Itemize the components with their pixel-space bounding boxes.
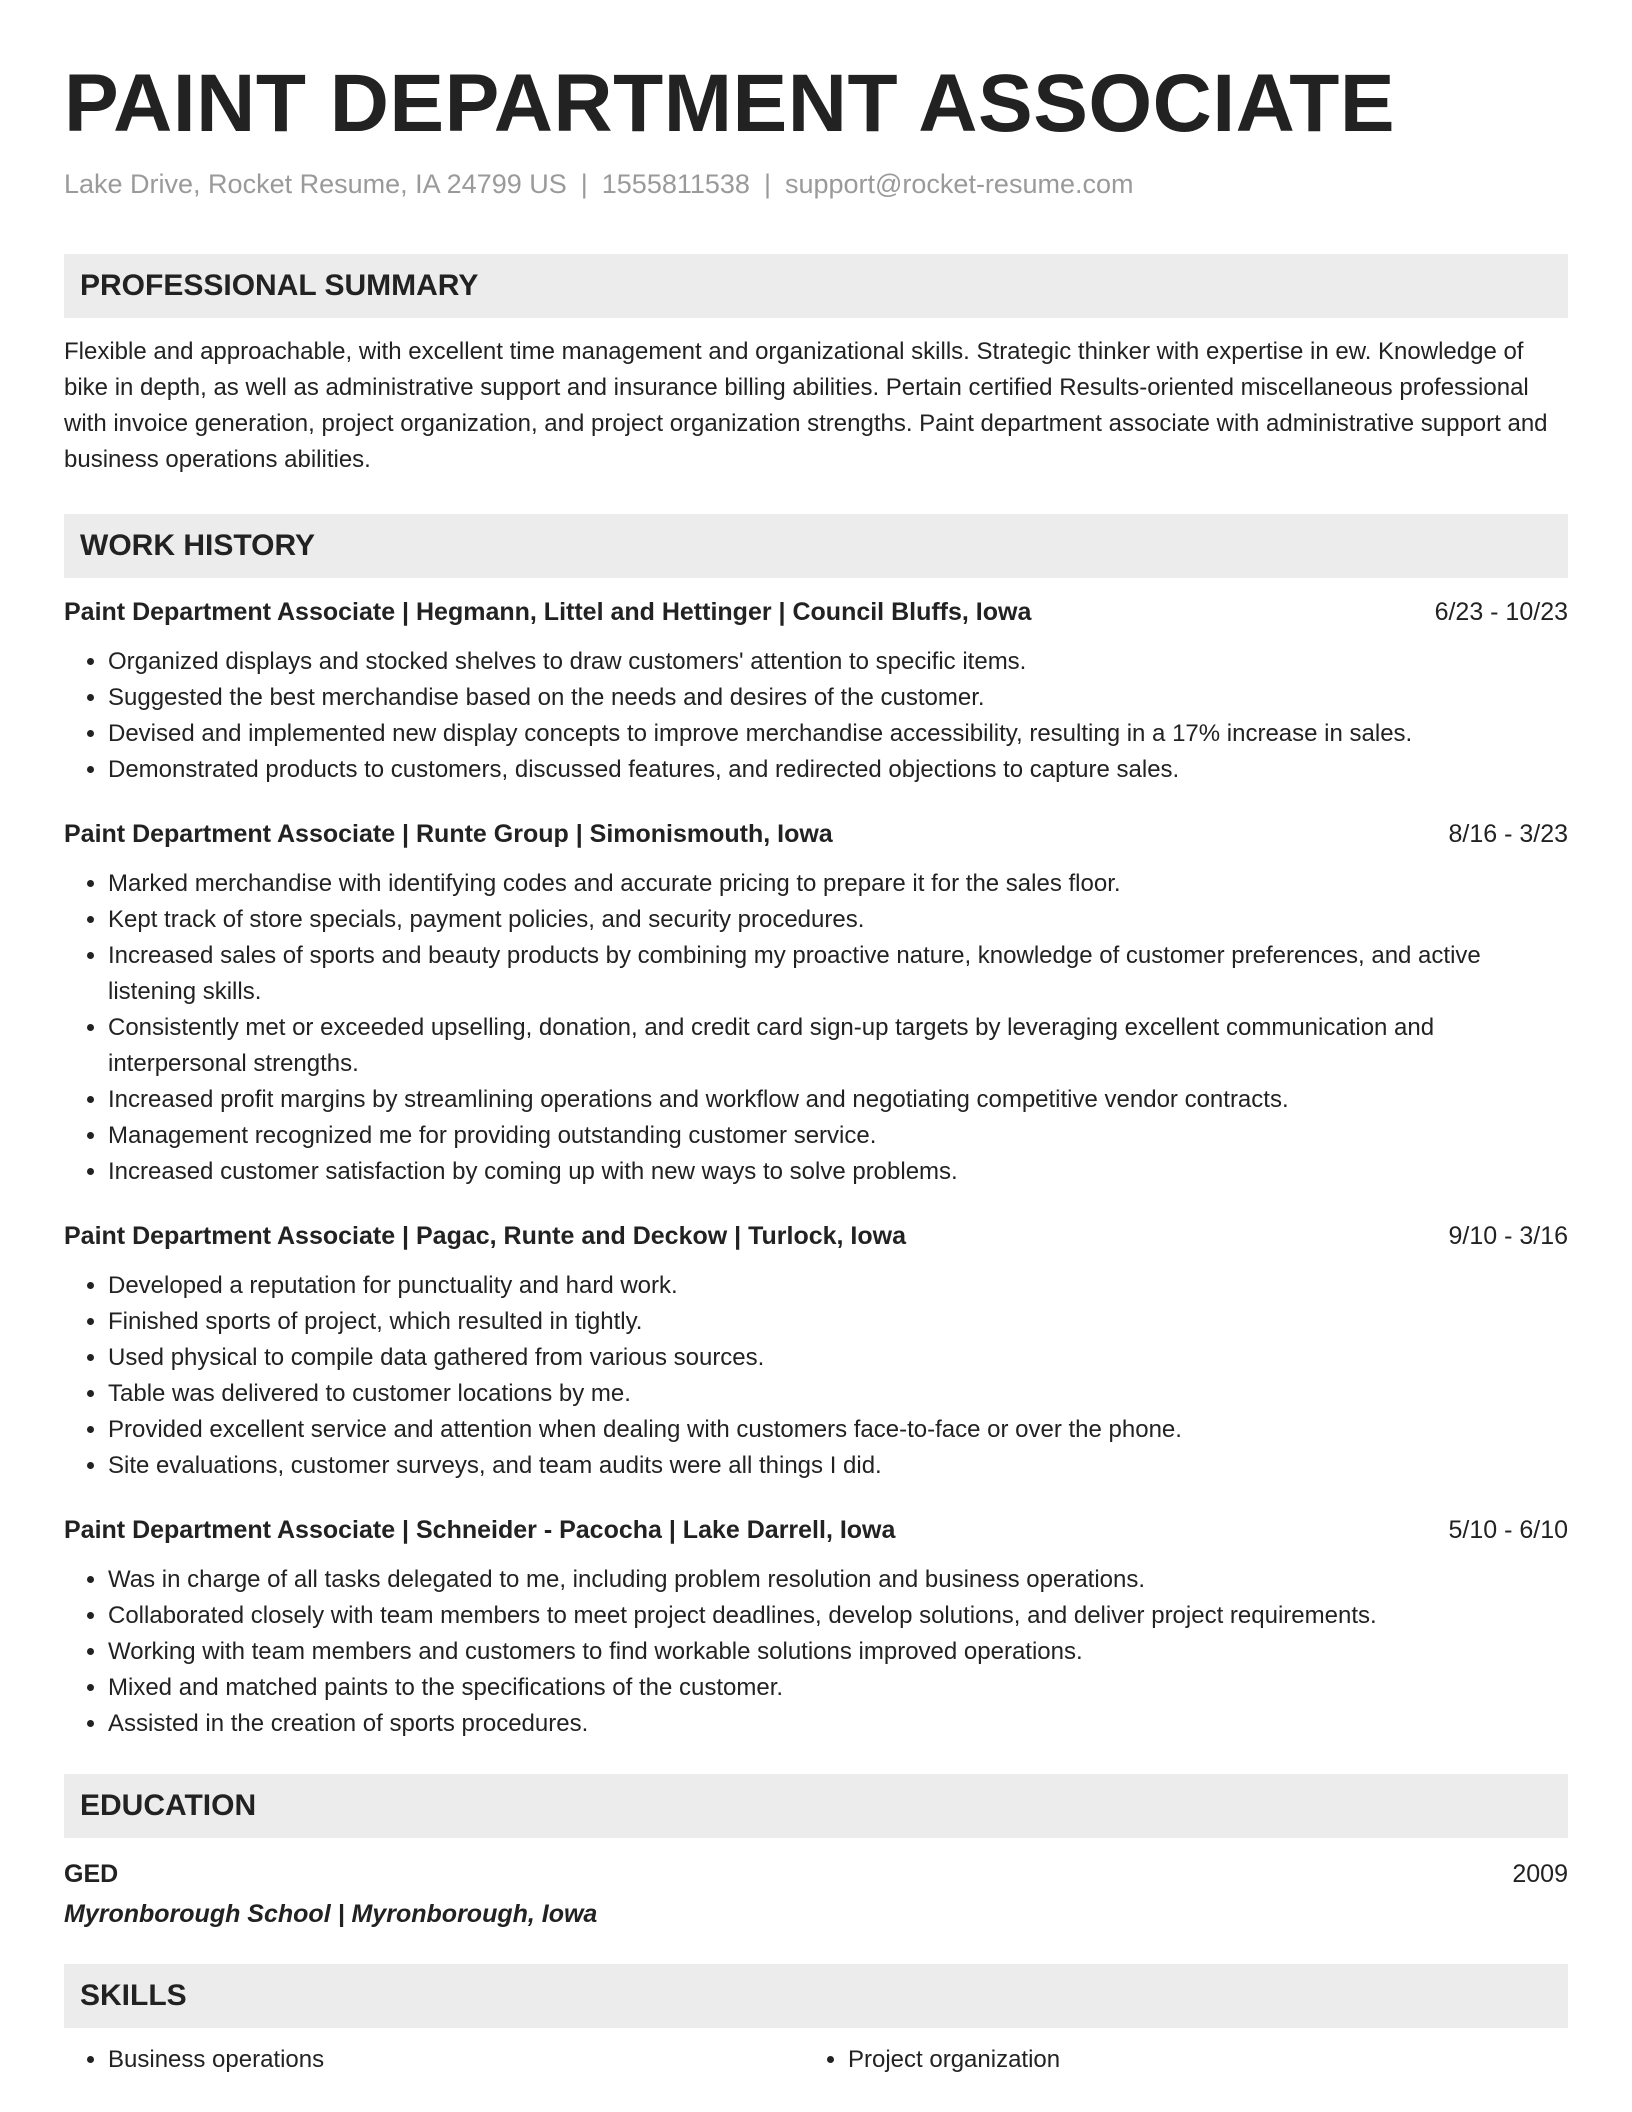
section-heading-skills: SKILLS: [64, 1964, 1568, 2028]
job-bullet: • Kept track of store specials, payment policies, and security procedures.: [108, 902, 1568, 938]
skill-item: • Business operations: [108, 2042, 804, 2078]
job-bullet: • Marked merchandise with identifying codes and accurate pricing to prepare it for the sales floor.: [108, 866, 1568, 902]
contact-separator: |: [763, 169, 771, 199]
job-bullet: • Increased profit margins by streamlining operations and workflow and negotiating competitive vendor contracts.: [108, 1082, 1568, 1118]
candidate-name: PAINT DEPARTMENT ASSOCIATE: [64, 58, 1396, 149]
section-heading-education: EDUCATION: [64, 1774, 1568, 1838]
job-bullets: [64, 1268, 1568, 1484]
job-bullet: • Working with team members and customers to find workable solutions improved operations.: [108, 1634, 1568, 1670]
job-bullet: • Used physical to compile data gathered from various sources.: [108, 1340, 1568, 1376]
job-entry: [64, 816, 1568, 1190]
job-bullet: • Was in charge of all tasks delegated to me, including problem resolution and business operations.: [108, 1562, 1568, 1598]
job-entry: [64, 1218, 1568, 1484]
section-heading-work-history: WORK HISTORY: [64, 514, 1568, 578]
contact-separator: |: [580, 169, 588, 199]
skills-grid: [64, 2042, 1568, 2078]
job-bullet: • Mixed and matched paints to the specifications of the customer.: [108, 1670, 1568, 1706]
summary-text: Flexible and approachable, with excellent time management and organizational skills. Strategic thinker with expertise in ew. Knowledge of bike in depth, as well as administrative support and insurance billing abilities. Pertain certified Results-oriented miscellaneous professional with invoice generation, project organization, and project organization strengths. Paint department associate with administrative support and business operations abilities.: [64, 338, 1548, 473]
job-bullet: • Site evaluations, customer surveys, and team audits were all things I did.: [108, 1448, 1568, 1484]
job-dates: 6/23 - 10/23: [1434, 598, 1568, 626]
contact-address: Lake Drive, Rocket Resume, IA 24799 US: [64, 169, 567, 199]
job-bullet: • Provided excellent service and attention when dealing with customers face-to-face or over the phone.: [108, 1412, 1568, 1448]
contact-phone: 1555811538: [601, 169, 750, 199]
job-bullet: • Finished sports of project, which resulted in tightly.: [108, 1304, 1568, 1340]
job-bullet: • Suggested the best merchandise based on the needs and desires of the customer.: [108, 680, 1568, 716]
contact-email: support@rocket-resume.com: [784, 169, 1134, 199]
job-bullet: • Collaborated closely with team members to meet project deadlines, develop solutions, and deliver project requirements.: [108, 1598, 1568, 1634]
job-bullet: • Demonstrated products to customers, discussed features, and redirected objections to capture sales.: [108, 752, 1568, 788]
job-bullets: [64, 644, 1568, 788]
work-history-list: [64, 594, 1568, 1742]
job-bullet: • Devised and implemented new display concepts to improve merchandise accessibility, resulting in a 17% increase in sales.: [108, 716, 1568, 752]
education-year: 2009: [1512, 1860, 1568, 1888]
job-entry: [64, 594, 1568, 788]
education-school: Myronborough School | Myronborough, Iowa: [64, 1900, 598, 1928]
job-bullet: • Management recognized me for providing outstanding customer service.: [108, 1118, 1568, 1154]
job-bullet: • Increased customer satisfaction by coming up with new ways to solve problems.: [108, 1154, 1568, 1190]
job-dates: 5/10 - 6/10: [1448, 1516, 1568, 1544]
education-degree: GED: [64, 1860, 119, 1888]
job-title: Paint Department Associate | Runte Group | Simonismouth, Iowa: [64, 820, 833, 848]
job-bullets: [64, 1562, 1568, 1742]
job-title: Paint Department Associate | Hegmann, Littel and Hettinger | Council Bluffs, Iowa: [64, 598, 1032, 626]
contact-line: [64, 166, 1568, 202]
job-title: Paint Department Associate | Pagac, Runte and Deckow | Turlock, Iowa: [64, 1222, 906, 1250]
skill-item: • Project organization: [848, 2042, 1544, 2078]
skills-column-left: [64, 2042, 804, 2078]
job-bullet: • Consistently met or exceeded upselling, donation, and credit card sign-up targets by leveraging excellent communication and interpersonal strengths.: [108, 1010, 1568, 1082]
job-bullet: • Increased sales of sports and beauty products by combining my proactive nature, knowledge of customer preferences, and active listening skills.: [108, 938, 1568, 1010]
job-dates: 9/10 - 3/16: [1448, 1222, 1568, 1250]
job-bullet: • Developed a reputation for punctuality and hard work.: [108, 1268, 1568, 1304]
job-bullet: • Organized displays and stocked shelves to draw customers' attention to specific items.: [108, 644, 1568, 680]
job-dates: 8/16 - 3/23: [1448, 820, 1568, 848]
skills-column-right: [804, 2042, 1544, 2078]
job-title: Paint Department Associate | Schneider - Pacocha | Lake Darrell, Iowa: [64, 1516, 896, 1544]
section-heading-summary: PROFESSIONAL SUMMARY: [64, 254, 1568, 318]
job-bullets: [64, 866, 1568, 1190]
job-bullet: • Assisted in the creation of sports procedures.: [108, 1706, 1568, 1742]
job-entry: [64, 1512, 1568, 1742]
job-bullet: • Table was delivered to customer locations by me.: [108, 1376, 1568, 1412]
